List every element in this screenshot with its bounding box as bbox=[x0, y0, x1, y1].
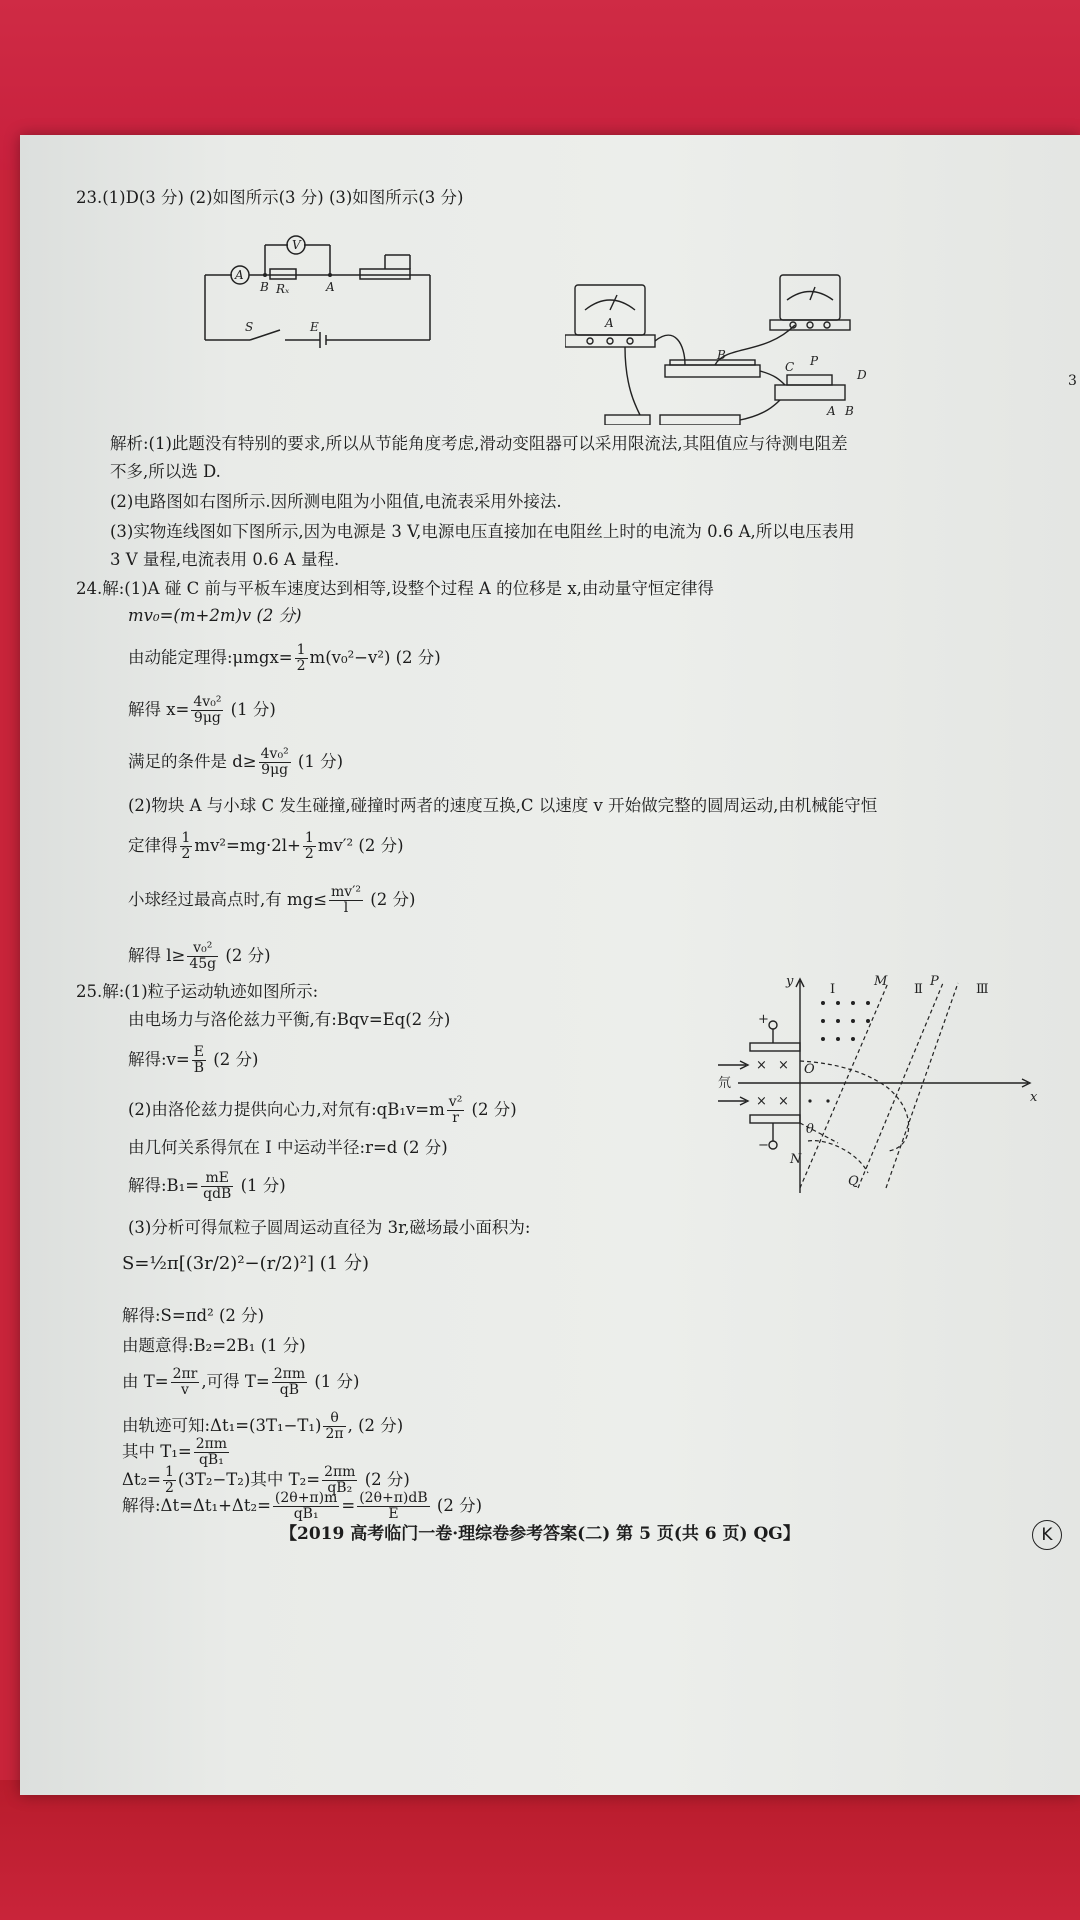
q23-apparatus-diagram bbox=[565, 265, 905, 425]
q25-field-diagram bbox=[718, 973, 1048, 1203]
circuit-label-a: A bbox=[326, 280, 335, 294]
svg-text:×: × bbox=[756, 1058, 767, 1073]
q24-intro: 24.解:(1)A 碰 C 前与平板车速度达到相等,设整个过程 A 的位移是 x,由动量守恒定律得 bbox=[76, 579, 714, 598]
fig-label-o: O bbox=[804, 1062, 815, 1077]
q23-analysis-3a: (3)实物连线图如下图所示,因为电源是 3 V,电源电压直接加在电阻丝上时的电流为 0.6 A,所以电压表用 bbox=[110, 522, 855, 541]
answer-sheet bbox=[20, 135, 1080, 1795]
q25-l5: 解得:B₁= $\frac{mE}{\text{qdB}}$ (1 分) bbox=[128, 1170, 286, 1202]
svg-text:×: × bbox=[778, 1058, 789, 1073]
circuit-label-voltmeter: V bbox=[292, 238, 301, 252]
fig-label-plus: + bbox=[758, 1012, 769, 1027]
q24-eq2: 由动能定理得:μmgx= $\frac{1}{2}$ m(v₀²−v²) (2 分) bbox=[128, 642, 441, 674]
q24-part2a: (2)物块 A 与小球 C 发生碰撞,碰撞时两者的速度互换,C 以速度 v 开始做完整的圆周运动,由机械能守恒 bbox=[128, 796, 878, 815]
q24-part2b: 定律得 $\frac{1}{2}$ mv²=mg·2l+ $\frac{1}{2}$ mv′² (2 分) bbox=[128, 830, 404, 862]
apparatus-label-a: A bbox=[605, 316, 614, 330]
q25-l8: 解得:S=πd² (2 分) bbox=[122, 1306, 265, 1325]
q25-l14: 解得:Δt=Δt₁+Δt₂= $\frac{(2\theta+\pi)m}{\text{qB₁}}$ = $\frac{(2\theta+\pi)dB}{E}$ (2 分) bbox=[122, 1490, 483, 1522]
q24-eq6: 小球经过最高点时,有 mg≤ $\frac{\text{mv′²}}{l}$ (2 分) bbox=[128, 884, 416, 916]
q25-l6: (3)分析可得氚粒子圆周运动直径为 3r,磁场最小面积为: bbox=[128, 1218, 531, 1237]
q23-analysis-1a: 解析:(1)此题没有特别的要求,所以从节能角度考虑,滑动变阻器可以采用限流法,其阻值应与待测电阻差 bbox=[110, 434, 848, 453]
fig-label-deuteron: 氘 bbox=[718, 1076, 732, 1091]
circuit-label-e: E bbox=[310, 320, 319, 334]
q23-analysis-2: (2)电路图如右图所示.因所测电阻为小阻值,电流表采用外接法. bbox=[110, 492, 562, 511]
fig-label-theta: θ bbox=[806, 1122, 814, 1137]
apparatus-label-a2: A bbox=[827, 404, 836, 418]
q23-header: 23.(1)D(3 分) (2)如图所示(3 分) (3)如图所示(3 分) bbox=[76, 188, 464, 207]
apparatus-label-p: P bbox=[810, 354, 819, 368]
q25-l9: 由题意得:B₂=2B₁ (1 分) bbox=[122, 1336, 306, 1355]
circuit-label-b: B bbox=[260, 280, 269, 294]
fig-label-n: N bbox=[790, 1152, 802, 1167]
q25-l4: 由几何关系得氘在 Ⅰ 中运动半径:r=d (2 分) bbox=[128, 1138, 448, 1157]
k-mark-icon: K bbox=[1032, 1520, 1062, 1550]
apparatus-label-c: C bbox=[785, 360, 795, 374]
q23-analysis-1b: 不多,所以选 D. bbox=[110, 462, 221, 481]
q24-eq3: 解得 x= $\frac{\text{4v₀²}}{9\mu g}$ (1 分) bbox=[128, 694, 276, 726]
fig-label-q: Q bbox=[848, 1174, 859, 1189]
fig-label-region-1: Ⅰ bbox=[830, 982, 836, 997]
q25-l3: (2)由洛伦兹力提供向心力,对氘有:qB₁v=m $\frac{\text{v²}}{r}$ (2 分) bbox=[128, 1094, 517, 1126]
apparatus-label-b2: B bbox=[845, 404, 854, 418]
fig-label-x: x bbox=[1030, 1090, 1038, 1105]
red-background-bottom bbox=[0, 1780, 1080, 1920]
fig-label-p: P bbox=[930, 974, 939, 989]
apparatus-label-d: D bbox=[857, 368, 867, 382]
q24-eq1: mv₀=(m+2m)v (2 分) bbox=[128, 606, 302, 625]
q24-eq7: 解得 l≥ $\frac{\text{v₀²}}{45g}$ (2 分) bbox=[128, 940, 271, 972]
q25-l10: 由 T= $\frac{2\pi r}{v}$ ,可得 T= $\frac{2\pi m}{qB}$ (1 分) bbox=[122, 1366, 360, 1398]
q25-l13: Δt₂= $\frac{1}{2}$ (3T₂−T₂)其中 T₂= $\frac{2\pi m}{\text{qB₂}}$ (2 分) bbox=[122, 1464, 410, 1496]
q23-analysis-3b: 3 V 量程,电流表用 0.6 A 量程. bbox=[110, 550, 340, 569]
q24-eq4: 满足的条件是 d≥ $\frac{\text{4v₀²}}{9\mu g}$ (1 分) bbox=[128, 746, 344, 778]
q25-l1: 由电场力与洛伦兹力平衡,有:Bqv=Eq(2 分) bbox=[128, 1010, 451, 1029]
svg-text:×: × bbox=[778, 1094, 789, 1109]
edge-page-number: 3 bbox=[1068, 373, 1077, 389]
q25-l2: 解得:v= $\frac{E}{B}$ (2 分) bbox=[128, 1044, 259, 1076]
fig-label-region-2: Ⅱ bbox=[914, 982, 923, 997]
fig-label-minus: − bbox=[758, 1138, 769, 1153]
circuit-label-ammeter: A bbox=[235, 268, 244, 282]
q23-circuit-diagram bbox=[200, 235, 530, 355]
q25-l7: S=½π[(3r/2)²−(r/2)²] (1 分) bbox=[122, 1253, 369, 1274]
q25-l12: 其中 T₁= $\frac{2\pi m}{\text{qB₁}}$ bbox=[122, 1436, 228, 1468]
fig-label-region-3: Ⅲ bbox=[976, 982, 989, 997]
circuit-label-s: S bbox=[245, 320, 254, 334]
q25-intro: 25.解:(1)粒子运动轨迹如图所示: bbox=[76, 982, 319, 1001]
fig-label-m: M bbox=[874, 974, 888, 989]
page-footer: 【2019 高考临门一卷·理综卷参考答案(二) 第 5 页(共 6 页) QG】 bbox=[280, 1524, 800, 1544]
circuit-label-rx: Rₓ bbox=[276, 282, 290, 296]
apparatus-label-b: B bbox=[717, 348, 726, 362]
svg-text:×: × bbox=[756, 1094, 767, 1109]
q25-l11: 由轨迹可知:Δt₁=(3T₁−T₁) $\frac{\theta}{2\pi}$ , (2 分) bbox=[122, 1410, 404, 1442]
fig-label-y: y bbox=[786, 974, 794, 989]
